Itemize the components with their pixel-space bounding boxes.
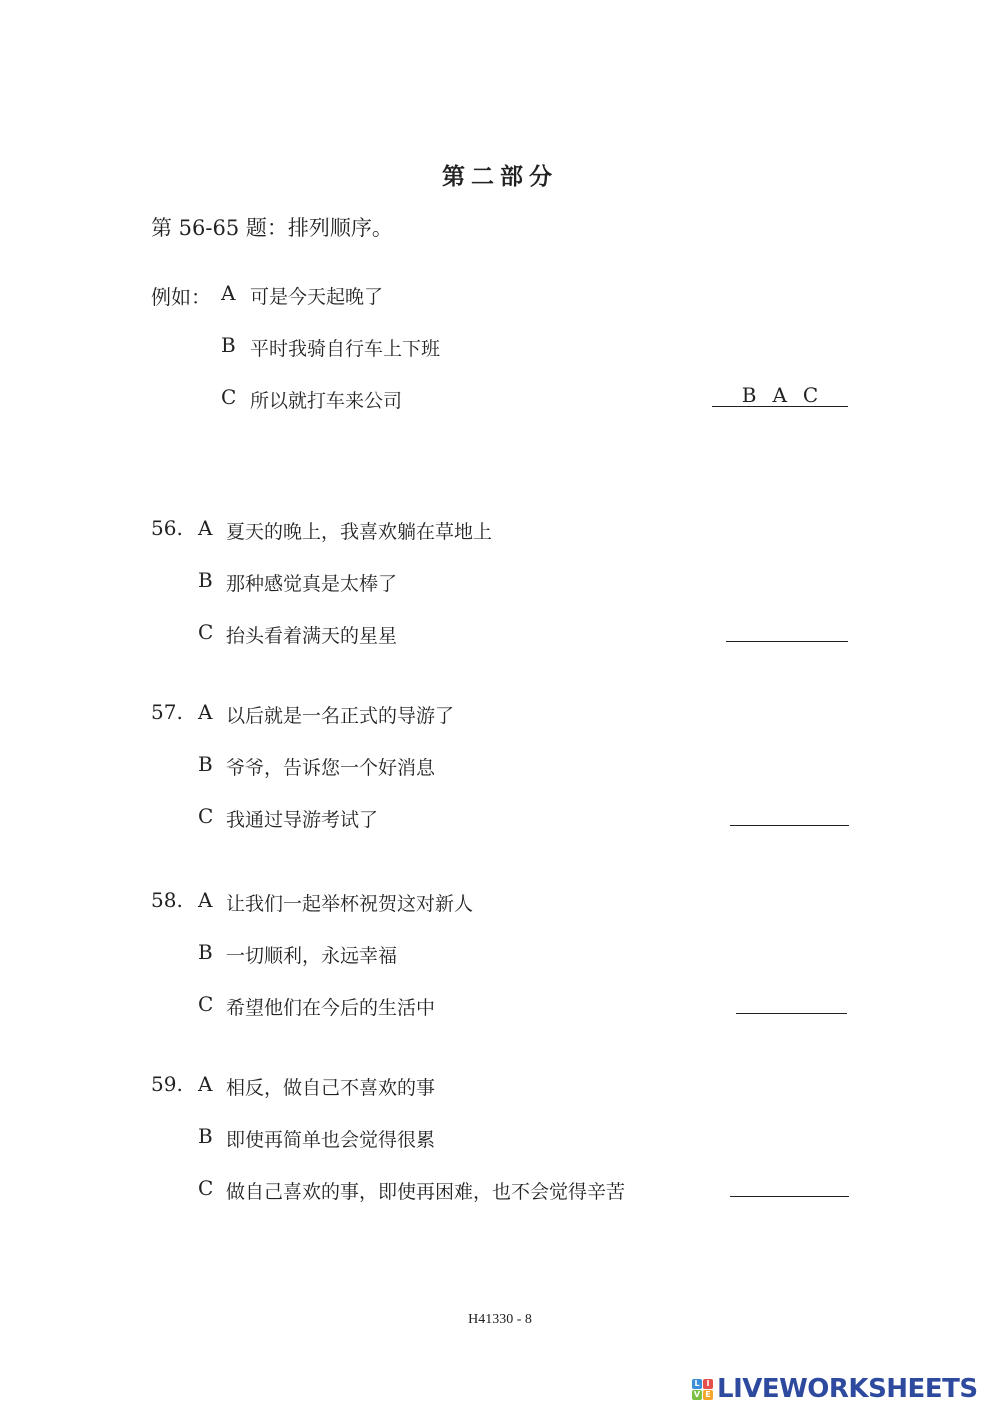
option-text: 所以就打车来公司	[250, 390, 403, 412]
answer-blank[interactable]	[726, 641, 848, 642]
option-label: B	[198, 1124, 213, 1148]
logo-tile: E	[703, 1390, 713, 1400]
section-title: 第二部分	[442, 163, 558, 190]
logo-tile: I	[703, 1379, 713, 1389]
option-text: 我通过导游考试了	[226, 809, 379, 831]
answer-blank[interactable]	[730, 825, 849, 826]
logo-text: LIVEWORKSHEETS	[717, 1374, 978, 1404]
logo-grid-icon	[692, 1379, 713, 1400]
liveworksheets-logo[interactable]	[692, 1374, 978, 1404]
instruction: 第 56-65 题：排列顺序。	[151, 216, 393, 240]
option-label: C	[221, 385, 237, 409]
logo-tile: V	[693, 1389, 701, 1399]
option-label: A	[198, 516, 213, 540]
option-label: C	[198, 620, 214, 644]
option-label: A	[198, 1072, 213, 1096]
answer-letter: A	[772, 383, 787, 407]
option-label: A	[198, 700, 213, 724]
option-label: B	[198, 752, 213, 776]
question-number: 59.	[151, 1072, 183, 1096]
logo-tile: L	[692, 1379, 702, 1389]
example-prefix: 例如：	[151, 285, 211, 309]
option-label: C	[198, 1176, 214, 1200]
option-text: 夏天的晚上，我喜欢躺在草地上	[226, 521, 493, 543]
option-label: A	[198, 888, 213, 912]
option-label: B	[198, 568, 213, 592]
option-text: 平时我骑自行车上下班	[250, 338, 441, 360]
question-number: 57.	[151, 700, 183, 724]
answer-blank[interactable]	[736, 1013, 847, 1014]
option-text: 抬头看着满天的星星	[226, 625, 398, 647]
option-label: B	[198, 940, 213, 964]
option-text: 以后就是一名正式的导游了	[226, 705, 455, 727]
option-text: 一切顺利，永远幸福	[226, 945, 398, 967]
example-answer	[712, 384, 848, 407]
option-text: 让我们一起举杯祝贺这对新人	[226, 893, 474, 915]
option-text: 相反，做自己不喜欢的事	[226, 1077, 436, 1099]
option-text: 爷爷，告诉您一个好消息	[226, 757, 436, 779]
option-text: 做自己喜欢的事，即使再困难，也不会觉得辛苦	[226, 1181, 626, 1203]
option-label: A	[221, 281, 236, 305]
option-label: B	[221, 333, 236, 357]
answer-blank[interactable]	[730, 1196, 849, 1197]
question-number: 56.	[151, 516, 183, 540]
answer-letter: B	[741, 383, 757, 407]
option-label: C	[198, 992, 214, 1016]
option-text: 即使再简单也会觉得很累	[226, 1129, 436, 1151]
option-text: 希望他们在今后的生活中	[226, 997, 436, 1019]
option-text: 可是今天起晚了	[250, 286, 384, 308]
question-number: 58.	[151, 888, 183, 912]
answer-letter: C	[802, 383, 819, 407]
page-footer: H41330 - 8	[468, 1312, 532, 1327]
option-label: C	[198, 804, 214, 828]
option-text: 那种感觉真是太棒了	[226, 573, 398, 595]
